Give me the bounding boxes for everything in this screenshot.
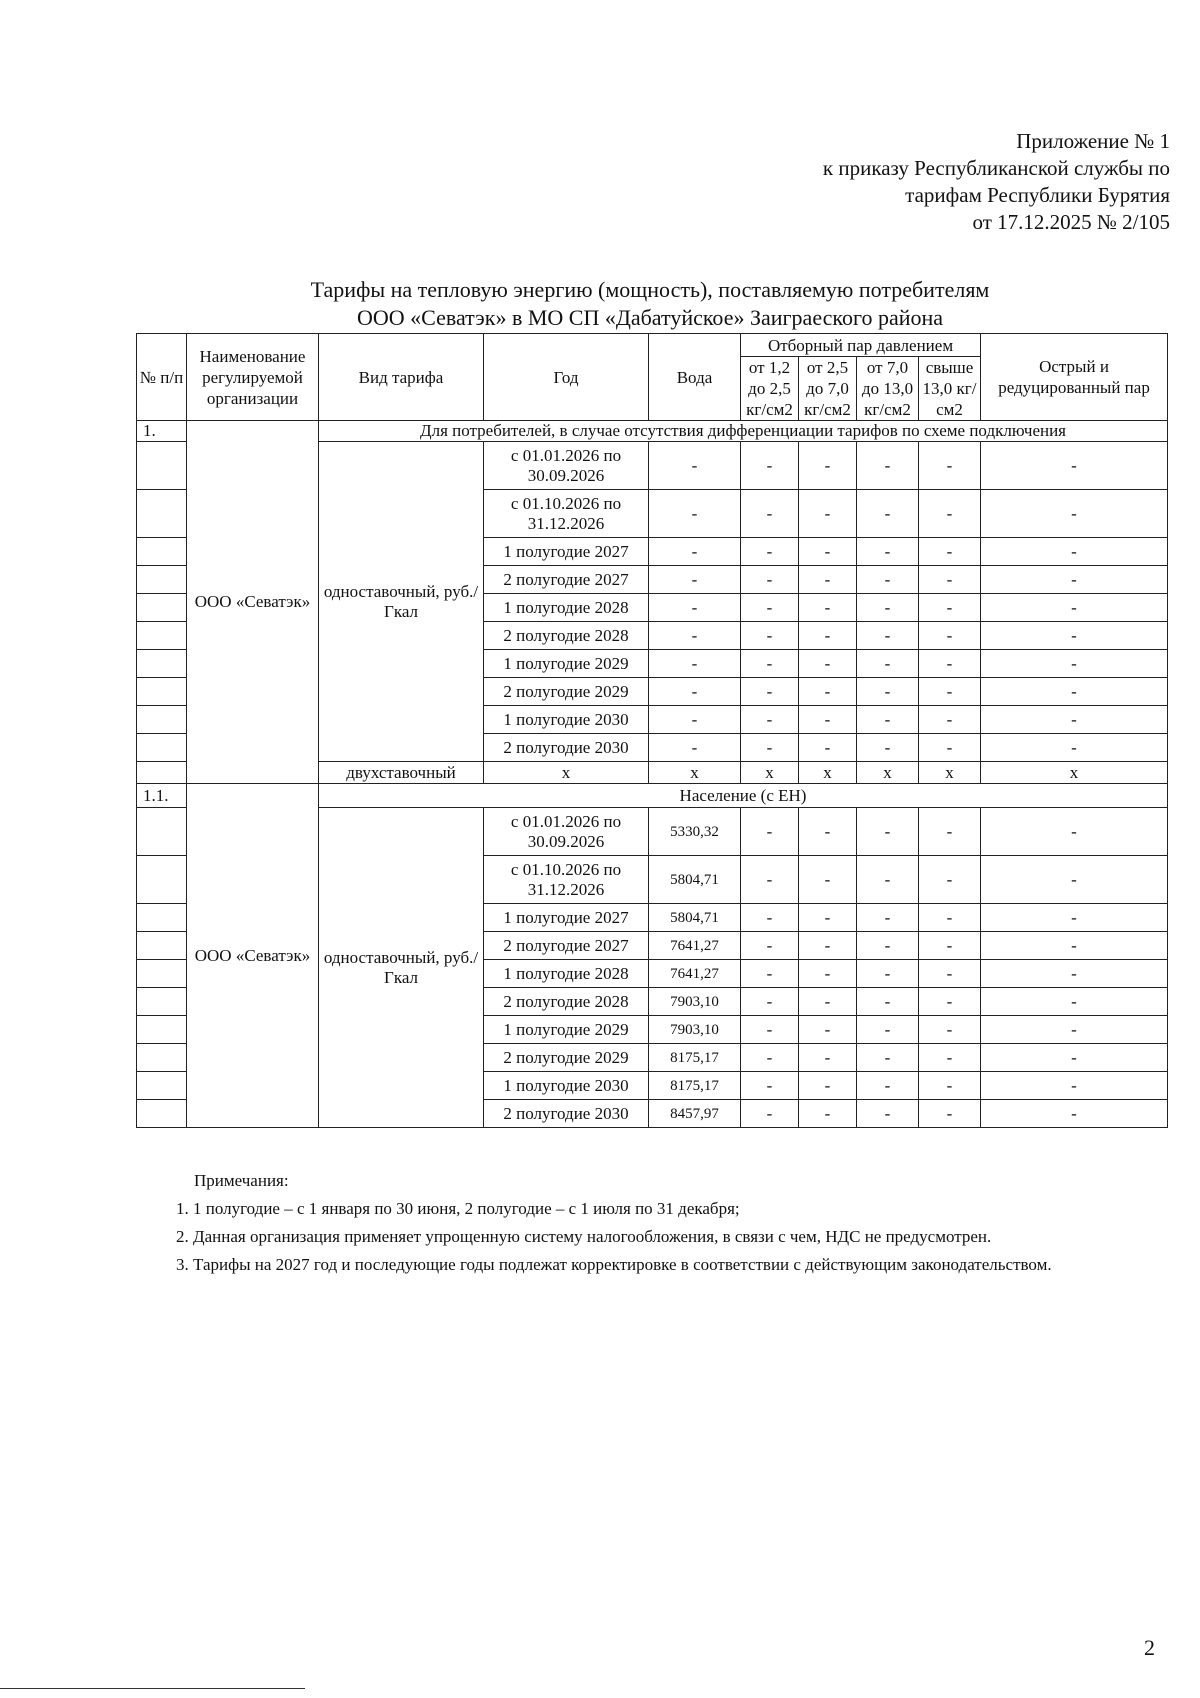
- table-row: одноставочный, руб./Гкал с 01.01.2026 по 30.09.2026 - - - - - -: [137, 442, 1168, 490]
- year-cell: 1 полугодие 2027: [484, 904, 649, 932]
- water-value: 7903,10: [649, 988, 741, 1016]
- header-sharp-steam: Острый и редуцированный пар: [981, 334, 1168, 421]
- year-cell: 1 полугодие 2028: [484, 594, 649, 622]
- table-row: 2 полугодие 2027 7641,27 - - - - -: [137, 932, 1168, 960]
- header-pressure-3: от 7,0 до 13,0 кг/см2: [857, 357, 919, 421]
- title-line: ООО «Севатэк» в МО СП «Дабатуйское» Заиграеского района: [356, 305, 944, 330]
- page-number: 2: [1144, 1635, 1155, 1660]
- table-row: 1 полугодие 2030 8175,17 - - - - -: [137, 1072, 1168, 1100]
- section-caption: Для потребителей, в случае отсутствия дифференциации тарифов по схеме подключения: [319, 421, 1168, 442]
- appendix-header: [823, 128, 1170, 236]
- table-row: 2 полугодие 2029 - - - - - -: [137, 678, 1168, 706]
- header-year: Год: [484, 334, 649, 421]
- table-row: 1 полугодие 2028 - - - - - -: [137, 594, 1168, 622]
- tariff-type: одноставочный, руб./Гкал: [319, 442, 484, 762]
- table-row: 2 полугодие 2030 8457,97 - - - - -: [137, 1100, 1168, 1128]
- header-pressure-2: от 2,5 до 7,0 кг/см2: [799, 357, 857, 421]
- table-row: одноставочный, руб./Гкал с 01.01.2026 по 30.09.2026 5330,32 - - - - -: [137, 808, 1168, 856]
- table-row: 2 полугодие 2028 7903,10 - - - - -: [137, 988, 1168, 1016]
- water-value: 7641,27: [649, 960, 741, 988]
- year-cell: 1 полугодие 2028: [484, 960, 649, 988]
- tariff-type: одноставочный, руб./Гкал: [319, 808, 484, 1128]
- header-num: № п/п: [137, 334, 187, 421]
- header-water: Вода: [649, 334, 741, 421]
- water-value: 5330,32: [649, 808, 741, 856]
- appendix-line: тарифам Республики Бурятия: [905, 183, 1170, 207]
- table-row: 2 полугодие 2027 - - - - - -: [137, 566, 1168, 594]
- table-row: с 01.10.2026 по 31.12.2026 5804,71 - - - - -: [137, 856, 1168, 904]
- water-value: 8175,17: [649, 1072, 741, 1100]
- year-cell: 2 полугодие 2027: [484, 566, 649, 594]
- header-org: Наименование регулируемой организации: [187, 334, 319, 421]
- year-cell: 2 полугодие 2029: [484, 1044, 649, 1072]
- year-cell: 2 полугодие 2030: [484, 734, 649, 762]
- table-row: 1 полугодие 2027 - - - - - -: [137, 538, 1168, 566]
- appendix-line: Приложение № 1: [1016, 129, 1170, 153]
- year-cell: 2 полугодие 2028: [484, 988, 649, 1016]
- footer-divider: [0, 1688, 305, 1689]
- year-cell: 2 полугодие 2030: [484, 1100, 649, 1128]
- year-cell: с 01.10.2026 по 31.12.2026: [484, 490, 649, 538]
- appendix-line: от 17.12.2025 № 2/105: [972, 210, 1170, 234]
- table-row: 2 полугодие 2029 8175,17 - - - - -: [137, 1044, 1168, 1072]
- appendix-line: к приказу Республиканской службы по: [822, 156, 1170, 180]
- note-item: 1. 1 полугодие – с 1 января по 30 июня, 2 полугодие – с 1 июля по 31 декабря;: [176, 1199, 740, 1218]
- table-row: 1 полугодие 2029 7903,10 - - - - -: [137, 1016, 1168, 1044]
- water-value: 7903,10: [649, 1016, 741, 1044]
- document-title: [180, 276, 1120, 332]
- year-cell: 1 полугодие 2030: [484, 706, 649, 734]
- row-num: 1.1.: [137, 784, 187, 808]
- title-line: Тарифы на тепловую энергию (мощность), поставляемую потребителям: [310, 277, 990, 302]
- section-caption: Население (с ЕН): [319, 784, 1168, 808]
- water-value: 5804,71: [649, 856, 741, 904]
- notes-heading: Примечания:: [194, 1171, 289, 1190]
- year-cell: с 01.10.2026 по 31.12.2026: [484, 856, 649, 904]
- water-value: 8457,97: [649, 1100, 741, 1128]
- table-row: 1 полугодие 2027 5804,71 - - - - -: [137, 904, 1168, 932]
- table-row: с 01.10.2026 по 31.12.2026 - - - - - -: [137, 490, 1168, 538]
- year-cell: с 01.01.2026 по 30.09.2026: [484, 808, 649, 856]
- row-num: 1.: [137, 421, 187, 442]
- notes: [176, 1170, 1166, 1282]
- header-pressure-1: от 1,2 до 2,5 кг/см2: [741, 357, 799, 421]
- org-name: ООО «Севатэк»: [187, 784, 319, 1128]
- water-value: 5804,71: [649, 904, 741, 932]
- table-row: 2 полугодие 2030 - - - - - -: [137, 734, 1168, 762]
- header-tariff-type: Вид тарифа: [319, 334, 484, 421]
- year-cell: с 01.01.2026 по 30.09.2026: [484, 442, 649, 490]
- table-row: двухставочный х х х х х х х: [137, 762, 1168, 784]
- org-name: ООО «Севатэк»: [187, 421, 319, 784]
- year-cell: 2 полугодие 2027: [484, 932, 649, 960]
- tariff-table: [136, 333, 1168, 1128]
- note-item: 3. Тарифы на 2027 год и последующие годы подлежат корректировке в соответствии с действующим законодательством.: [176, 1255, 1052, 1274]
- year-cell: 1 полугодие 2029: [484, 1016, 649, 1044]
- table-row: 1 полугодие 2030 - - - - - -: [137, 706, 1168, 734]
- year-cell: 2 полугодие 2029: [484, 678, 649, 706]
- water-value: 8175,17: [649, 1044, 741, 1072]
- tariff-type-two-rate: двухставочный: [319, 762, 484, 784]
- header-steam-group: Отборный пар давлением: [741, 334, 981, 357]
- year-cell: 1 полугодие 2029: [484, 650, 649, 678]
- water-value: 7641,27: [649, 932, 741, 960]
- year-cell: 1 полугодие 2027: [484, 538, 649, 566]
- table-row: 2 полугодие 2028 - - - - - -: [137, 622, 1168, 650]
- year-cell: 2 полугодие 2028: [484, 622, 649, 650]
- table-row: 1 полугодие 2029 - - - - - -: [137, 650, 1168, 678]
- year-cell: 1 полугодие 2030: [484, 1072, 649, 1100]
- note-item: 2. Данная организация применяет упрощенную систему налогообложения, в связи с чем, НДС не предусмотрен.: [176, 1227, 992, 1246]
- header-pressure-4: свыше 13,0 кг/см2: [919, 357, 981, 421]
- table-row: 1 полугодие 2028 7641,27 - - - - -: [137, 960, 1168, 988]
